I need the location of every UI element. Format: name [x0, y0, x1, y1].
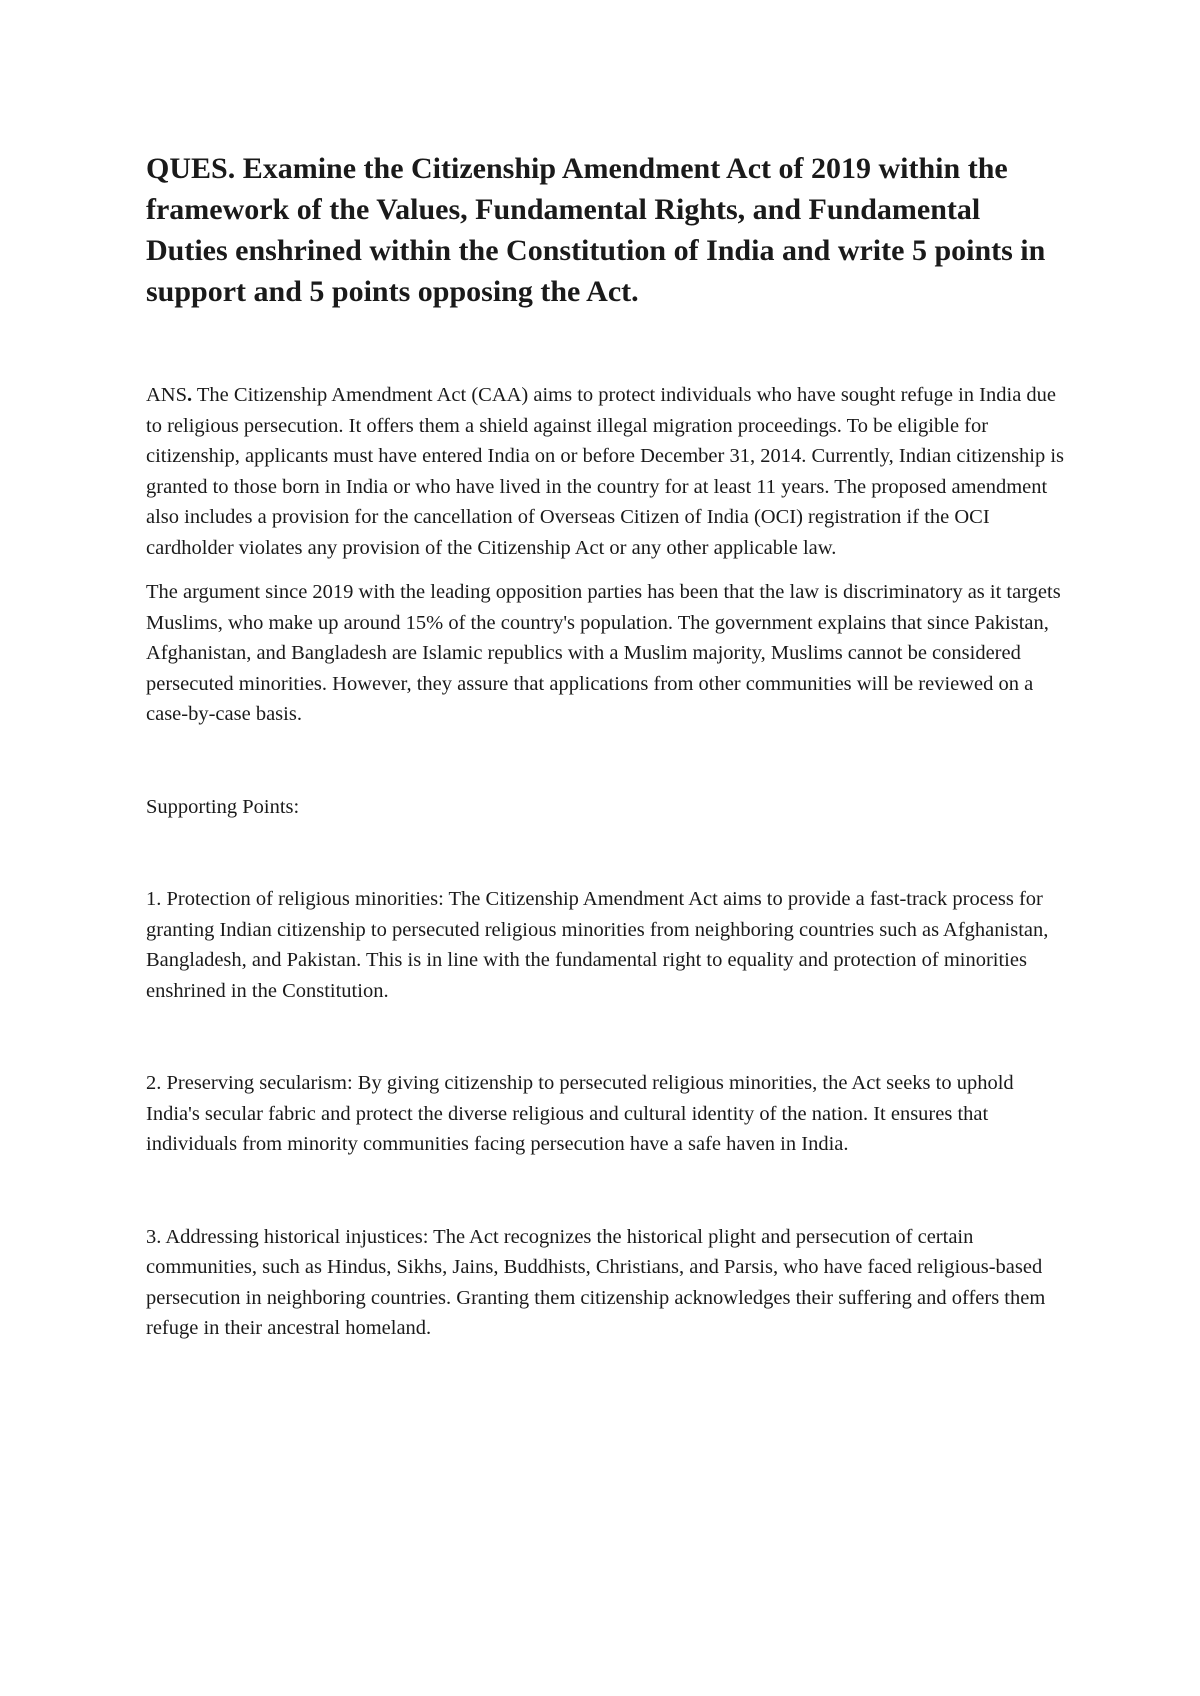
answer-label: ANS — [146, 384, 188, 406]
supporting-point-3: 3. Addressing historical injustices: The Act recognizes the historical plight and persecution of certain communities, such as Hindus, Sikhs, Jains, Buddhists, Christians, and Parsis, who have faced religious-based persecution in neighboring countries. Granting them citizenship acknowledges their suffering and offers them refuge in their ancestral homeland. — [146, 1225, 1046, 1339]
supporting-point-2: 2. Preserving secularism: By giving citizenship to persecuted religious minorities, the Act seeks to uphold India's secular fabric and protect the diverse religious and cultural identity of the nation. It ensures that individuals from minority communities facing persecution have a safe haven in India. — [146, 1072, 1014, 1155]
argument-paragraph: The argument since 2019 with the leading opposition parties has been that the law is discriminatory as it targets Muslims, who make up around 15% of the country's population. The government explains that since Pakistan, Afghanistan, and Bangladesh are Islamic republics with a Muslim majority, Muslims cannot be considered persecuted minorities. However, they assure that applications from other communities will be reviewed on a case-by-case basis. — [146, 581, 1061, 725]
question-heading: QUES. Examine the Citizenship Amendment Act of 2019 within the framework of the Values, Fundamental Rights, and Fundamental Duties enshrined within the Constitution of India and write 5 points in support and 5 points opposing the Act. — [146, 152, 1046, 308]
answer-label-dot: . — [187, 384, 193, 406]
supporting-point-1: 1. Protection of religious minorities: The Citizenship Amendment Act aims to provide a fast-track process for granting Indian citizenship to persecuted religious minorities from neighboring countries such as Afghanistan, Bangladesh, and Pakistan. This is in line with the fundamental right to equality and protection of minorities enshrined in the Constitution. — [146, 888, 1049, 1002]
answer-paragraph — [146, 380, 1066, 563]
answer-paragraph-text: The Citizenship Amendment Act (CAA) aims to protect individuals who have sought refuge in India due to religious persecution. It offers them a shield against illegal migration proceedings. To be eligible for citizenship, applicants must have entered India on or before December 31, 2014. Currently, Indian citizenship is granted to those born in India or who have lived in the country for at least 11 years. The proposed amendment also includes a provision for the cancellation of Overseas Citizen of India (OCI) registration if the OCI cardholder violates any provision of the Citizenship Act or any other applicable law. — [146, 384, 1065, 559]
supporting-points-heading: Supporting Points: — [146, 795, 300, 818]
document-page — [146, 148, 1066, 1344]
